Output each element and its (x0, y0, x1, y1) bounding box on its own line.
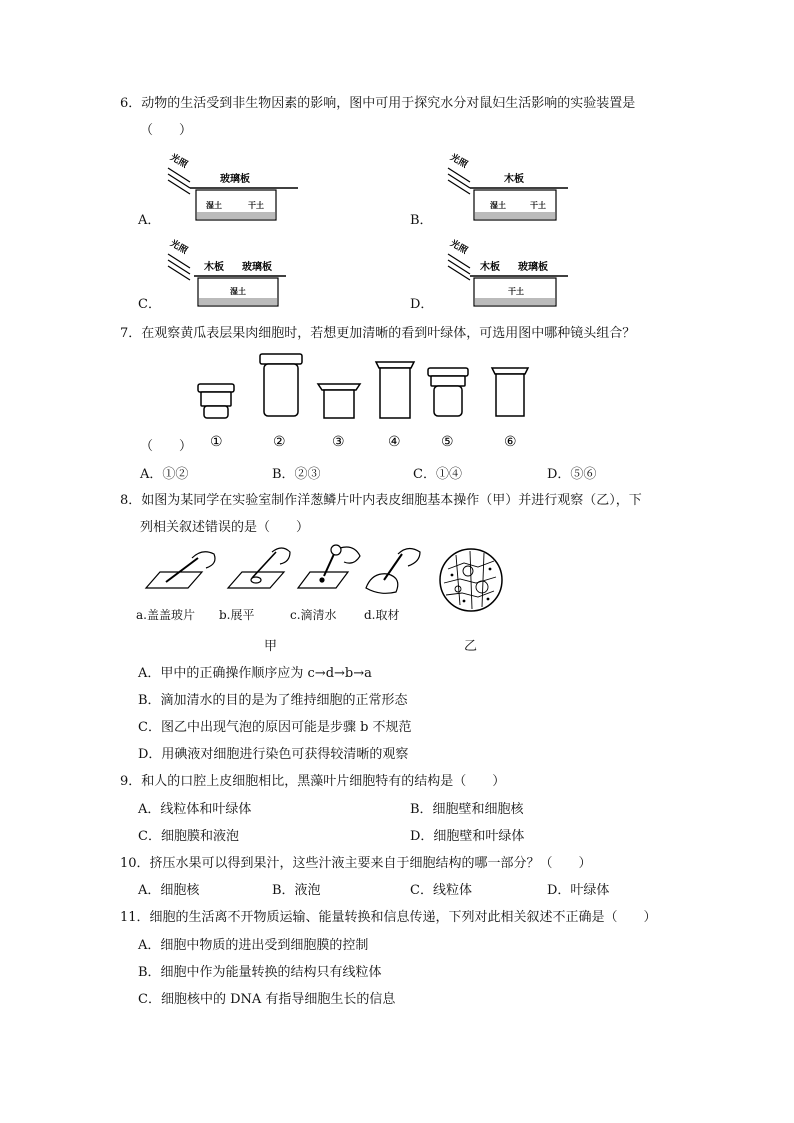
light-label: 光照 (168, 152, 189, 171)
q6-option-d-letter[interactable]: D． (410, 297, 434, 312)
q8-option-c[interactable]: C．图乙中出现气泡的原因可能是步骤 b 不规范 (138, 720, 412, 735)
q7-option-c[interactable]: C．①④ (413, 467, 462, 482)
q8-stem-line2: 列相关叙述错误的是（ ） (140, 520, 310, 535)
q9-option-c[interactable]: C．细胞膜和液泡 (138, 829, 239, 844)
q8-stem-line1: 8．如图为某同学在实验室制作洋葱鳞片叶内表皮细胞基本操作（甲）并进行观察（乙），下 (120, 493, 642, 508)
soil-layer (199, 298, 277, 305)
light-rays-icon (168, 254, 190, 280)
q8-option-a[interactable]: A．甲中的正确操作顺序应为 c→d→b→a (138, 666, 372, 681)
cover-right-label: 玻璃板 (242, 262, 272, 273)
cover-label: 木板 (504, 174, 524, 185)
q8-procedure-figure (140, 542, 430, 598)
soil-layer (475, 298, 555, 305)
soil-label: 干土 (508, 287, 524, 296)
light-label: 光照 (448, 238, 469, 257)
lens-5-label: ⑤ (441, 434, 454, 450)
q9-option-d[interactable]: D．细胞壁和叶绿体 (410, 829, 525, 844)
cover-left-label: 木板 (204, 262, 224, 273)
lens-6-label: ⑥ (504, 434, 517, 450)
lens-1-icon (198, 384, 234, 418)
q10-option-c[interactable]: C．线粒体 (410, 883, 472, 898)
cover-label: 玻璃板 (220, 174, 250, 185)
q6-answer-paren: （ ） (140, 123, 193, 138)
soil-label: 湿土 (230, 287, 246, 296)
q8-step-a-label: a.盖盖玻片 (136, 608, 195, 622)
step-d-illustration-icon (366, 548, 420, 593)
light-rays-icon (448, 168, 470, 194)
q7-option-b[interactable]: B．②③ (272, 467, 321, 482)
q8-option-b[interactable]: B．滴加清水的目的是为了维持细胞的正常形态 (138, 693, 408, 708)
light-label: 光照 (448, 152, 469, 171)
q6-option-b-figure[interactable] (440, 150, 580, 226)
lens-3-label: ③ (332, 434, 345, 450)
soil-left: 湿土 (490, 201, 506, 210)
soil-left: 湿土 (206, 201, 222, 210)
q7-lens-figure (188, 352, 533, 452)
q8-step-b-label: b.展平 (219, 608, 255, 622)
q7-answer-paren: （ ） (140, 439, 193, 454)
q7-option-a[interactable]: A．①② (140, 467, 189, 482)
light-rays-icon (168, 168, 190, 194)
q6-option-c-figure[interactable] (160, 236, 300, 310)
q8-step-d-label: d.取材 (364, 608, 400, 622)
q8-step-c-label: c.滴清水 (290, 608, 337, 622)
lens-4-label: ④ (388, 434, 401, 450)
q11-option-b[interactable]: B．细胞中作为能量转换的结构只有线粒体 (138, 965, 382, 980)
q8-microscope-view-figure (438, 547, 504, 613)
lens-2-label: ② (273, 434, 286, 450)
lens-1-label: ① (210, 434, 223, 450)
q10-option-b[interactable]: B．液泡 (272, 883, 321, 898)
q10-option-d[interactable]: D．叶绿体 (547, 883, 610, 898)
cover-left-label: 木板 (480, 262, 500, 273)
q6-option-a-letter[interactable]: A． (138, 213, 161, 228)
q9-option-a[interactable]: A．线粒体和叶绿体 (138, 802, 252, 817)
soil-right: 干土 (530, 201, 546, 210)
q9-stem: 9．和人的口腔上皮细胞相比，黑藻叶片细胞特有的结构是（ ） (120, 774, 506, 789)
light-rays-icon (448, 254, 470, 280)
soil-layer (475, 212, 555, 219)
step-b-illustration-icon (228, 548, 290, 588)
q6-option-c-letter[interactable]: C． (138, 297, 161, 312)
q6-stem: 6．动物的生活受到非生物因素的影响，图中可用于探究水分对鼠妇生活影响的实验装置是 (120, 96, 636, 111)
q9-option-b[interactable]: B．细胞壁和细胞核 (410, 802, 524, 817)
q8-label-jia: 甲 (264, 639, 278, 654)
q7-option-d[interactable]: D．⑤⑥ (547, 467, 597, 482)
q7-stem: 7．在观察黄瓜表层果肉细胞时，若想更加清晰的看到叶绿体，可选用图中哪种镜头组合？ (120, 326, 636, 341)
lens-5-icon (428, 368, 468, 416)
q11-option-c[interactable]: C．细胞核中的 DNA 有指导细胞生长的信息 (138, 992, 396, 1007)
lens-4-icon (376, 362, 414, 418)
step-a-illustration-icon (146, 552, 215, 588)
q10-stem: 10．挤压水果可以得到果汁，这些汁液主要来自于细胞结构的哪一部分？（ ） (120, 856, 592, 871)
q6-option-b-letter[interactable]: B． (410, 213, 433, 228)
lens-2-icon (260, 354, 302, 416)
q11-option-a[interactable]: A．细胞中物质的进出受到细胞膜的控制 (138, 938, 369, 953)
cover-right-label: 玻璃板 (518, 262, 548, 273)
q8-option-d[interactable]: D．用碘液对细胞进行染色可获得较清晰的观察 (138, 747, 409, 762)
lens-3-icon (318, 384, 360, 418)
lens-6-icon (492, 368, 528, 416)
q8-label-yi: 乙 (464, 639, 478, 654)
q6-option-a-figure[interactable] (160, 150, 300, 226)
light-label: 光照 (168, 238, 189, 257)
soil-right: 干土 (248, 201, 264, 210)
step-c-illustration-icon (298, 545, 360, 588)
q11-stem: 11．细胞的生活离不开物质运输、能量转换和信息传递，下列对此相关叙述不正确是（ ） (120, 910, 657, 925)
q6-option-d-figure[interactable] (440, 236, 580, 310)
soil-layer (197, 212, 275, 219)
q10-option-a[interactable]: A．细胞核 (138, 883, 200, 898)
